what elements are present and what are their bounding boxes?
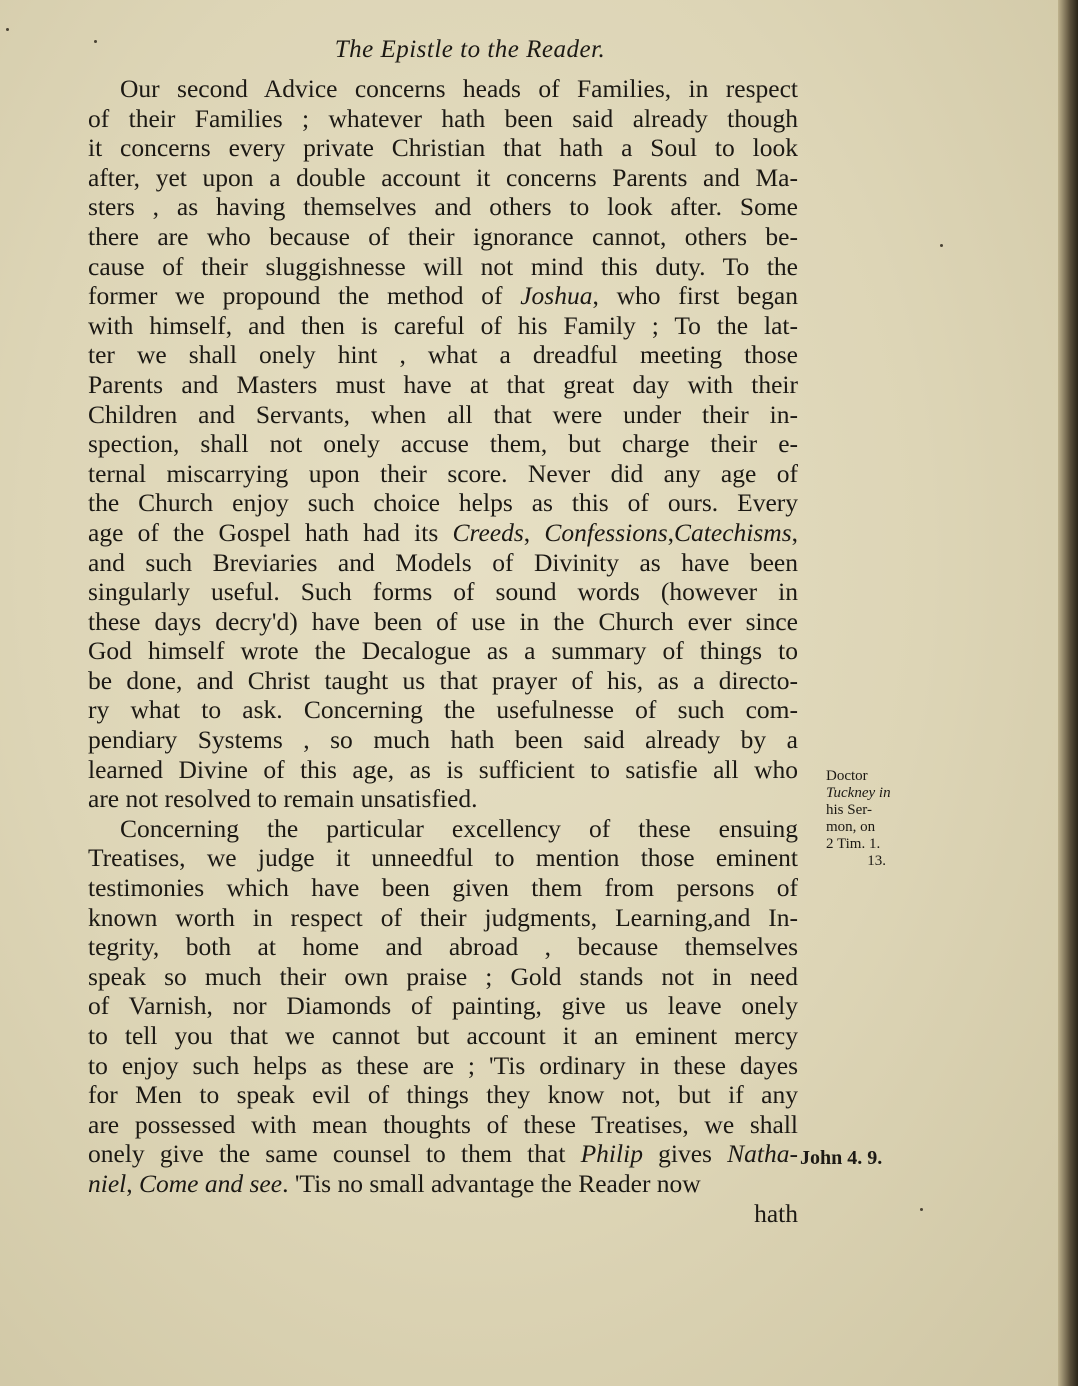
text-run: onely give the same counsel to them that (88, 1139, 581, 1169)
page-speck (94, 40, 97, 43)
text-run: , (667, 517, 675, 547)
text-run: , (791, 517, 798, 547)
text-run: tegrity, both at home and abroad , because themselves (88, 932, 798, 962)
text-line (88, 636, 798, 666)
text-run: for Men to speak evil of things they know not, but if any (88, 1080, 798, 1110)
text-line (88, 252, 798, 282)
text-line (88, 192, 798, 222)
text-line (88, 666, 798, 696)
text-line (88, 104, 798, 134)
text-line (88, 133, 798, 163)
text-line (88, 1139, 798, 1169)
text-run: of Varnish, nor Diamonds of painting, give us leave onely (88, 991, 798, 1021)
text-line (88, 991, 798, 1021)
text-line (88, 903, 798, 933)
italic-text: Catechisms (674, 517, 792, 547)
text-line (88, 932, 798, 962)
text-line (88, 607, 798, 637)
margin-note-line: his Ser- (826, 802, 872, 818)
text-line (88, 518, 798, 548)
text-line (88, 1051, 798, 1081)
text-run: , (523, 517, 545, 547)
text-run: cause of their sluggishnesse will not mind this duty. To the (88, 251, 798, 281)
text-run: pendiary Systems , so much hath been said already by a (88, 725, 798, 755)
text-line (88, 340, 798, 370)
text-line (88, 548, 798, 578)
text-line (88, 695, 798, 725)
catchword: hath (754, 1198, 798, 1228)
text-run: gives (642, 1139, 728, 1169)
margin-note-line: Tuckney in (826, 785, 891, 801)
text-line (88, 1169, 798, 1199)
text-run: age of the Gospel hath had its (88, 517, 453, 547)
text-run: ternal miscarrying upon their score. Never did any age of (88, 458, 798, 488)
margin-note-tuckney (826, 768, 896, 870)
text-run: former we propound the method of (88, 281, 521, 311)
italic-text: Joshua (520, 281, 593, 311)
text-run: of their Families ; whatever hath been said already though (88, 103, 798, 133)
text-line (88, 222, 798, 252)
text-line (88, 843, 798, 873)
text-line (88, 163, 798, 193)
running-head: The Epistle to the Reader. (334, 36, 606, 63)
text-line (88, 459, 798, 489)
text-line (88, 873, 798, 903)
text-run: to enjoy such helps as these are ; 'Tis ordinary in these dayes (88, 1050, 798, 1080)
text-run: sters , as having themselves and others to look after. Some (88, 192, 798, 222)
text-run: Children and Servants, when all that were under their in- (88, 399, 798, 429)
italic-text: niel (88, 1168, 127, 1198)
text-line (88, 281, 798, 311)
page-speck (920, 1208, 923, 1211)
italic-text: Confessions (544, 517, 668, 547)
text-line (88, 1110, 798, 1140)
margin-note-line: 13. (867, 853, 886, 869)
text-run: and such Breviaries and Models of Divinity as have been (88, 547, 798, 577)
text-run: Treatises, we judge it unneedful to mention those eminent (88, 843, 798, 873)
italic-text: Philip (580, 1139, 643, 1169)
text-run: ry what to ask. Concerning the usefulnesse of such com- (88, 695, 798, 725)
text-run: these days decry'd) have been of use in the Church ever since (88, 606, 798, 636)
text-block (88, 74, 798, 1228)
text-run: it concerns every private Christian that hath a Soul to look (88, 133, 798, 163)
text-line (88, 1021, 798, 1051)
text-line (88, 1080, 798, 1110)
text-run: Our second Advice concerns heads of Families, in respect (120, 74, 798, 103)
text-run: be done, and Christ taught us that prayer of his, as a directo- (88, 665, 798, 695)
text-line (88, 429, 798, 459)
text-line (88, 725, 798, 755)
text-line (88, 400, 798, 430)
text-run: Parents and Masters must have at that great day with their (88, 369, 798, 399)
page-speck (940, 244, 943, 247)
text-run: , who first began (592, 281, 798, 311)
text-run: speak so much their own praise ; Gold stands not in need (88, 961, 798, 991)
text-run: , (126, 1168, 139, 1198)
text-line (88, 962, 798, 992)
margin-note-john: John 4. 9. (800, 1147, 883, 1169)
italic-text: Natha- (727, 1139, 799, 1169)
page-speck (6, 28, 9, 31)
text-run: . 'Tis no small advantage the Reader now (282, 1168, 701, 1198)
text-line (88, 814, 798, 844)
page-edge (1058, 0, 1078, 1386)
text-run: singularly useful. Such forms of sound words (however in (88, 577, 798, 607)
text-run: known worth in respect of their judgments, Learning,and In- (88, 902, 798, 932)
text-run: are possessed with mean thoughts of these Treatises, we shall (88, 1109, 798, 1139)
text-run: are not resolved to remain unsatisfied. (88, 784, 478, 814)
text-run: there are who because of their ignorance cannot, others be- (88, 221, 798, 251)
text-run: testimonies which have been given them from persons of (88, 873, 798, 903)
margin-note-line: Doctor (826, 768, 868, 784)
italic-text: Come and see (139, 1168, 283, 1198)
margin-note-line: mon, on (826, 819, 876, 835)
text-run: spection, shall not onely accuse them, but charge their e- (88, 429, 798, 459)
margin-note-line: 2 Tim. 1. (826, 836, 881, 852)
text-run: with himself, and then is careful of his Family ; To the lat- (88, 310, 798, 340)
text-run: to tell you that we cannot but account it an eminent mercy (88, 1021, 798, 1050)
text-run: God himself wrote the Decalogue as a summary of things to (88, 636, 798, 666)
text-run: Concerning the particular excellency of these ensuing (120, 813, 798, 843)
text-run: after, yet upon a double account it concerns Parents and Ma- (88, 162, 798, 192)
text-line (88, 488, 798, 518)
text-line (88, 755, 798, 785)
text-line (88, 311, 798, 341)
italic-text: Creeds (452, 517, 524, 547)
text-line (88, 784, 798, 814)
text-line (88, 577, 798, 607)
text-line (88, 74, 798, 104)
text-line (88, 370, 798, 400)
text-run: the Church enjoy such choice helps as this of ours. Every (88, 488, 798, 518)
text-run: learned Divine of this age, as is sufficient to satisfie all who (88, 754, 798, 784)
text-run: ter we shall onely hint , what a dreadful meeting those (88, 340, 798, 370)
